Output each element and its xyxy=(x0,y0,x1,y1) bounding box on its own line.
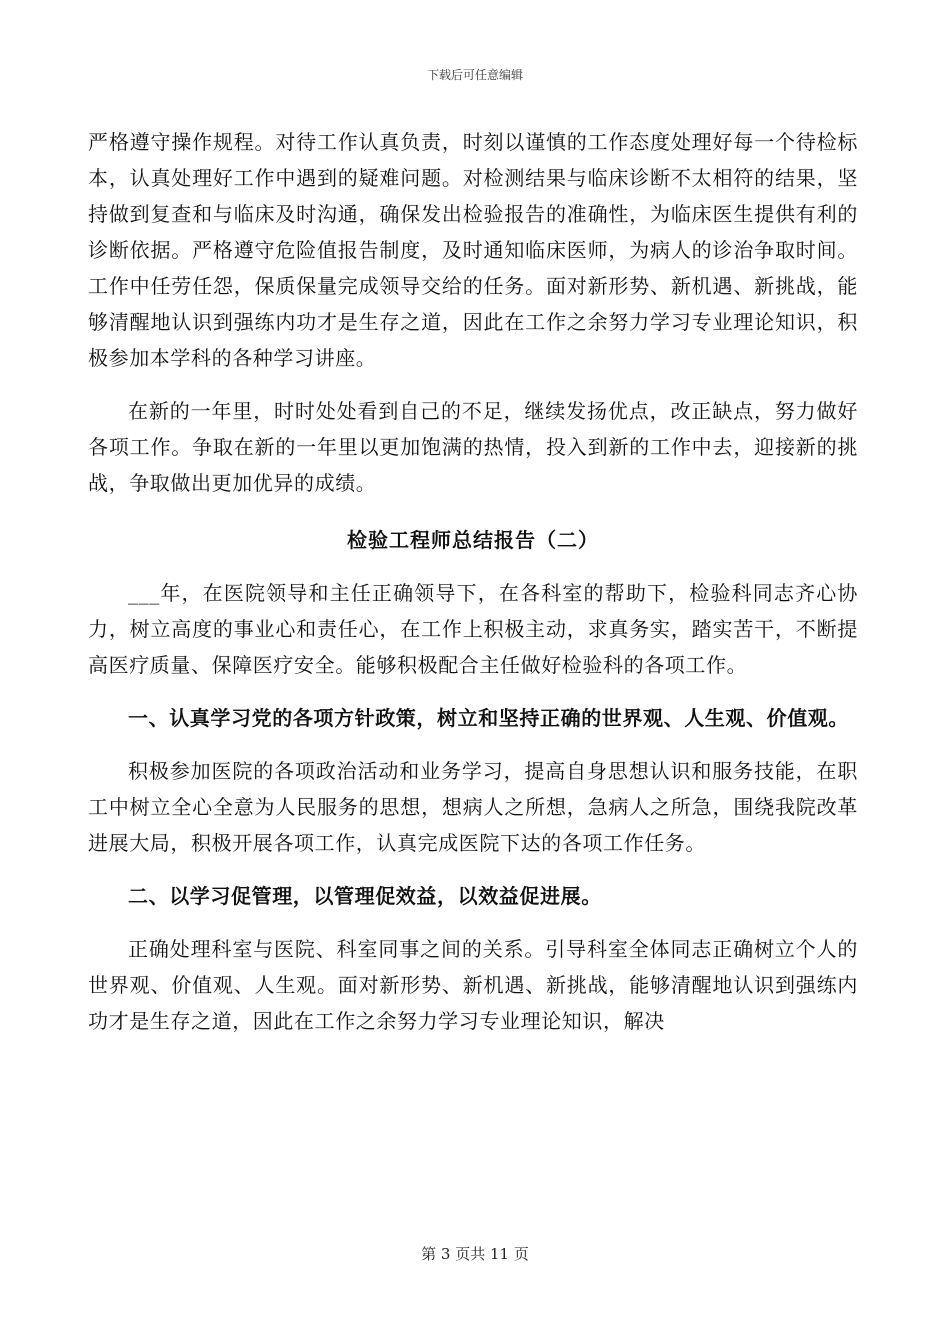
paragraph-5: 正确处理科室与医院、科室同事之间的关系。引导科室全体同志正确树立个人的世界观、价值观、人生观。面对新形势、新机遇、新挑战，能够清醒地认识到强练内功才是生存之道，因此在工作之余努力学习专业理论知识，解决 xyxy=(88,937,858,1033)
page-header: 下载后可任意编辑 xyxy=(426,68,523,82)
paragraph-3: ___年，在医院领导和主任正确领导下，在各科室的帮助下，检验科同志齐心协力，树立高度的事业心和责任心，在工作上积极主动，求真务实，踏实苦干，不断提高医疗质量、保障医疗安全。能够积极配合主任做好检验科的各项工作。 xyxy=(88,581,858,677)
page-footer: 第 3 页共 11 页 xyxy=(421,1245,529,1263)
paragraph-1: 严格遵守操作规程。对待工作认真负责，时刻以谨慎的工作态度处理好每一个待检标本，认真处理好工作中遇到的疑难问题。对检测结果与临床诊断不太相符的结果，坚持做到复查和与临床及时沟通，确保发出检验报告的准确性，为临床医生提供有利的诊断依据。严格遵守危险值报告制度，及时通知临床医师，为病人的诊治争取时间。工作中任劳任怨，保质保量完成领导交给的任务。面对新形势、新机遇、新挑战，能够清醒地认识到强练内功才是生存之道，因此在工作之余努力学习专业理论知识，积极参加本学科的各种学习讲座。 xyxy=(88,130,858,370)
paragraph-4: 积极参加医院的各项政治活动和业务学习，提高自身思想认识和服务技能，在职工中树立全心全意为人民服务的思想，想病人之所想，急病人之所急，围绕我院改革进展大局，积极开展各项工作，认真完成医院下达的各项工作任务。 xyxy=(88,759,858,855)
document-body xyxy=(88,124,858,1039)
heading-2: 二、以学习促管理，以管理促效益，以效益促进展。 xyxy=(128,884,602,908)
section-title: 检验工程师总结报告（二） xyxy=(347,528,599,552)
heading-1: 一、认真学习党的各项方针政策，树立和坚持正确的世界观、人生观、价值观。 xyxy=(128,706,849,730)
paragraph-2: 在新的一年里，时时处处看到自己的不足，继续发扬优点，改正缺点，努力做好各项工作。争取在新的一年里以更加饱满的热情，投入到新的工作中去，迎接新的挑战，争取做出更加优异的成绩。 xyxy=(88,399,858,495)
